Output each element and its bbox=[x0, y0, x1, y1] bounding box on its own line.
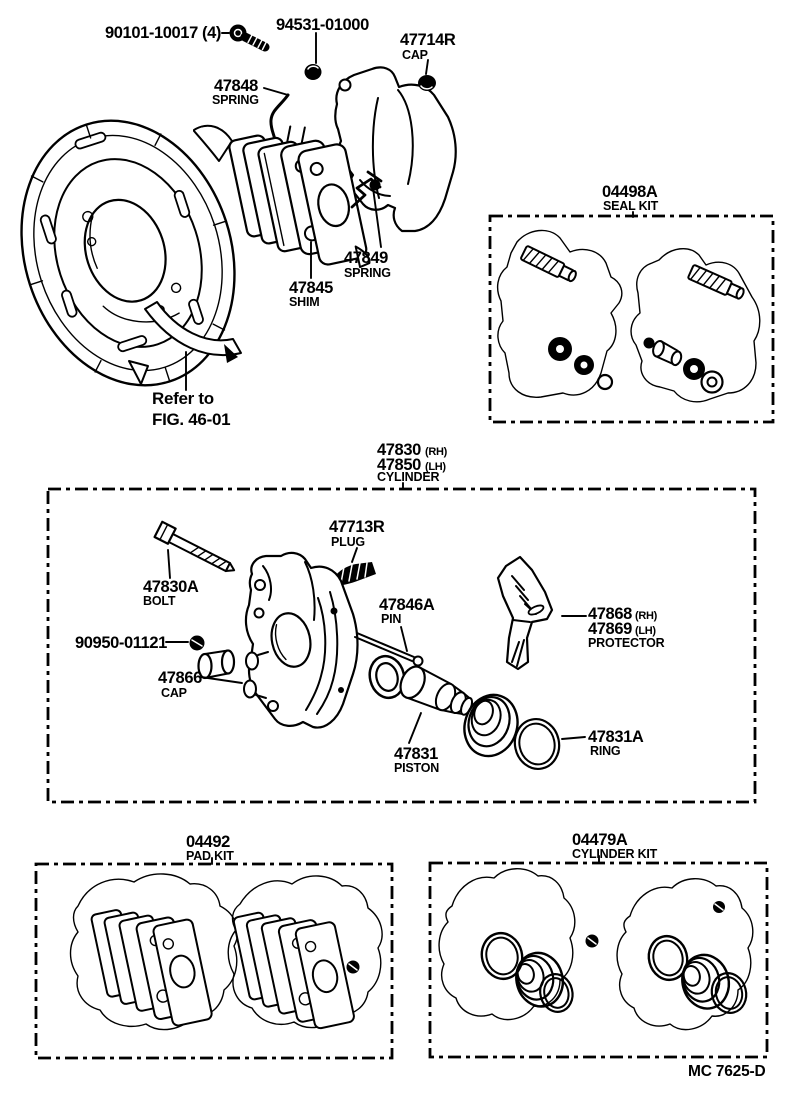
pin-cap-drawing bbox=[199, 651, 235, 679]
label-grommet: 94531-01000 bbox=[276, 16, 369, 34]
label-piston-caption: PISTON bbox=[394, 761, 440, 775]
protector-outline bbox=[498, 557, 552, 669]
cyl-kit-right-ring bbox=[708, 969, 751, 1016]
leader-set-ring bbox=[562, 737, 585, 739]
label-spring-47849-caption: SPRING bbox=[344, 266, 391, 280]
seal-kit-left-seal-2-hole bbox=[581, 362, 588, 369]
slide-pin-drawing bbox=[355, 633, 423, 666]
label-shim-number: 47845 bbox=[289, 279, 333, 297]
seal-kit-right-cylinder bbox=[650, 340, 684, 367]
caliper-mid-boss-2 bbox=[244, 681, 256, 698]
seal-kit-left-silhouette bbox=[498, 230, 622, 397]
leader-slide-pin bbox=[401, 627, 407, 651]
label-set-ring-caption: RING bbox=[590, 744, 621, 758]
label-slide-pin-caption: PIN bbox=[381, 612, 402, 626]
piston-drawing bbox=[396, 663, 477, 723]
label-plug-caption: PLUG bbox=[331, 535, 365, 549]
pad-kit-contents bbox=[71, 874, 383, 1041]
label-washer: 90950-01121 bbox=[75, 634, 167, 652]
label-pad-kit-caption: PAD KIT bbox=[186, 849, 234, 863]
backing-plate-hole-3 bbox=[170, 282, 181, 293]
label-cylinder-rh-number: 47830 bbox=[377, 441, 421, 459]
seal-kit-right-washer bbox=[702, 372, 723, 393]
label-slide-pin-number: 47846A bbox=[379, 596, 435, 614]
caliper-mid-boss-1 bbox=[246, 653, 258, 670]
label-caliper-bolt-caption: BOLT bbox=[143, 594, 176, 608]
caliper-mid-ear-hole-1 bbox=[255, 580, 265, 590]
label-pin-cap-caption: CAP bbox=[161, 686, 187, 700]
caliper-bolt-drawing bbox=[155, 522, 239, 576]
seal-kit-right-cyl-right bbox=[670, 350, 683, 366]
label-protector-lh-number: 47869 bbox=[588, 620, 632, 638]
label-caliper-bolt-number: 47830A bbox=[143, 578, 199, 596]
label-cylinder-lh-number: 47850 bbox=[377, 456, 421, 474]
label-set-ring-number: 47831A bbox=[588, 728, 644, 746]
label-plug-number: 47713R bbox=[329, 518, 385, 536]
caliper-mid-dot-1 bbox=[331, 608, 338, 615]
figure-note-line2: FIG. 46-01 bbox=[152, 410, 231, 429]
label-protector-rh-number: 47868 bbox=[588, 605, 632, 623]
caliper-mid-ear-hole-2 bbox=[255, 609, 264, 618]
caliper-top-ear-hole bbox=[340, 80, 351, 91]
doc-code: MC 7625-D bbox=[688, 1063, 766, 1080]
label-plate-bolt: 90101-10017 (4) bbox=[105, 24, 222, 42]
backing-plate-bottom-tab bbox=[129, 361, 148, 384]
seal-kit-contents bbox=[498, 230, 760, 401]
seal-kit-right-seal-hole bbox=[690, 365, 698, 373]
label-seal-kit-number: 04498A bbox=[602, 183, 658, 201]
leader-spring-47848 bbox=[264, 88, 288, 95]
leader-piston bbox=[409, 713, 421, 743]
label-bleeder-cap-caption: CAP bbox=[402, 48, 428, 62]
leader-bleeder-cap bbox=[426, 60, 428, 74]
seal-kit-left-seal-1-hole bbox=[556, 345, 564, 353]
caliper-bolt-threads bbox=[190, 545, 226, 569]
backing-plate-top-flange bbox=[194, 126, 232, 161]
pad-kit-left-stack bbox=[91, 895, 213, 1039]
cyl-kit-left-silhouette bbox=[439, 869, 575, 1020]
label-pin-cap-number: 47866 bbox=[158, 669, 202, 687]
backing-plate-hub-hole bbox=[72, 189, 178, 312]
label-spring-47848-number: 47848 bbox=[214, 77, 258, 95]
pin-cap-right-end bbox=[222, 651, 234, 674]
label-cylinder-kit-number: 04479A bbox=[572, 831, 628, 849]
label-cylinder-lh-side: (LH) bbox=[425, 461, 446, 473]
cyl-kit-right-silhouette bbox=[617, 879, 753, 1030]
cyl-kit-left-oring bbox=[477, 929, 527, 983]
cyl-kit-right-boot bbox=[677, 950, 735, 1014]
leader-plug bbox=[352, 548, 357, 562]
cyl-kit-left-ring bbox=[536, 971, 576, 1016]
cylinder-kit-contents bbox=[439, 869, 753, 1030]
label-protector-rh-side: (RH) bbox=[635, 610, 658, 622]
caliper-mid-drawing bbox=[244, 553, 358, 728]
leader-caliper-bolt bbox=[168, 550, 170, 578]
label-cylinder-kit-caption: CYLINDER KIT bbox=[572, 847, 658, 861]
figure-note-line1: Refer to bbox=[152, 389, 214, 408]
piston-seal-inner bbox=[373, 661, 400, 693]
label-pad-kit-number: 04492 bbox=[186, 833, 230, 851]
label-cylinder-caption: CYLINDER bbox=[377, 470, 440, 484]
label-seal-kit-caption: SEAL KIT bbox=[603, 199, 659, 213]
pad-kit-right-stack bbox=[233, 898, 355, 1042]
label-cylinder-rh-side: (RH) bbox=[425, 446, 448, 458]
label-spring-47848-caption: SPRING bbox=[212, 93, 259, 107]
label-spring-47849-number: 47849 bbox=[344, 249, 388, 267]
protector-drawing bbox=[498, 557, 552, 669]
label-protector-caption: PROTECTOR bbox=[588, 636, 665, 650]
plate-bolt-drawing bbox=[222, 25, 266, 50]
seal-kit-left-oring bbox=[598, 375, 612, 389]
label-piston-number: 47831 bbox=[394, 745, 438, 763]
seal-kit-box bbox=[490, 216, 773, 422]
label-bleeder-cap-number: 47714R bbox=[400, 31, 456, 49]
label-shim-caption: SHIM bbox=[289, 295, 320, 309]
slide-pin-tip bbox=[414, 657, 423, 666]
label-protector-lh-side: (LH) bbox=[635, 625, 656, 637]
leader-pin-cap bbox=[201, 677, 242, 683]
caliper-mid-dot-2 bbox=[338, 687, 344, 693]
caliper-mid-ear-hole-3 bbox=[268, 701, 278, 711]
